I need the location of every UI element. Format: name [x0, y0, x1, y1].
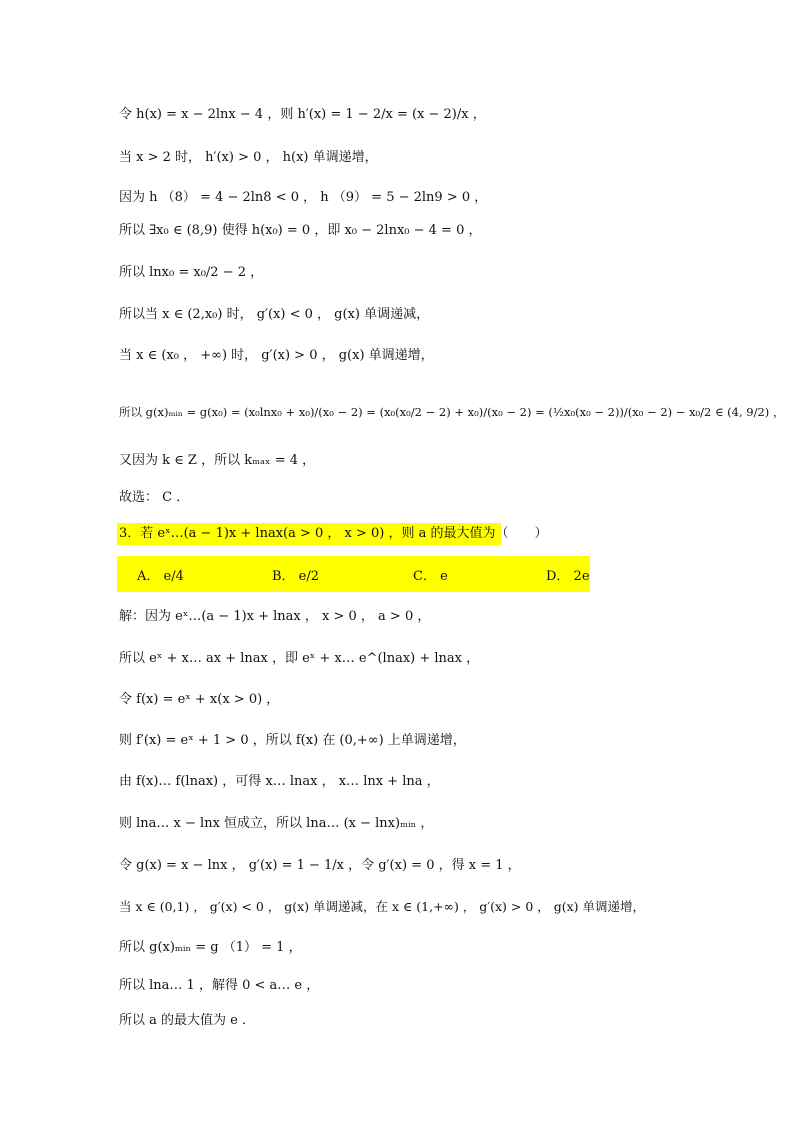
line-g-decreasing: 所以当 x ∈ (2,x₀) 时， g′(x) < 0 ， g(x) 单调递减， — [119, 307, 430, 322]
option-d: D． 2e — [546, 569, 590, 584]
line-answer: 故选： C ． — [119, 490, 190, 505]
line-exists-x0: 所以 ∃x₀ ∈ (8,9) 使得 h(x₀) = 0 ，即 x₀ − 2lnx₀ − 4 = 0 ， — [119, 223, 482, 238]
option-a: A． e/4 — [137, 569, 184, 584]
line-h-values: 因为 h （8） = 4 − 2ln8 < 0 ， h （9） = 5 − 2ln9 > 0 ， — [119, 190, 488, 205]
line-h-increasing: 当 x > 2 时， h′(x) > 0 ， h(x) 单调递增， — [119, 150, 378, 165]
line-g-min: 所以 g(x)ₘᵢₙ = g(x₀) = (x₀lnx₀ + x₀)/(x₀ − 2) = (x₀(x₀/2 − 2) + x₀)/(x₀ − 2) = (½x₀(x₀ − 2))/(x₀ − 2) − x₀/2 ∈ (4, 9/2) ， — [119, 405, 785, 419]
option-c: C． e — [413, 569, 448, 584]
line-lnx0: 所以 lnx₀ = x₀/2 − 2 ， — [119, 265, 264, 280]
sol-line: 所以 g(x)ₘᵢₙ = g （1） = 1 ， — [119, 940, 302, 955]
sol-line: 则 lna… x − lnx 恒成立，所以 lna… (x − lnx)ₘᵢₙ ， — [119, 816, 434, 831]
sol-line: 所以 a 的最大值为 e ． — [119, 1013, 255, 1028]
options-highlight — [117, 556, 590, 592]
sol-line: 所以 eˣ + x… ax + lnax ，即 eˣ + x… e^(lnax) + lnax ， — [119, 651, 480, 666]
sol-line: 则 f′(x) = eˣ + 1 > 0 ，所以 f(x) 在 (0,+∞) 上单调递增， — [119, 733, 466, 748]
sol-line: 令 f(x) = eˣ + x(x > 0) ， — [119, 692, 280, 707]
line-h-def: 令 h(x) = x − 2lnx − 4 ，则 h′(x) = 1 − 2/x = (x − 2)/x ， — [119, 107, 486, 122]
question-3: 3．若 eˣ…(a − 1)x + lnax(a > 0 ， x > 0) ，则 a 的最大值为（ ） — [119, 526, 548, 541]
sol-line: 所以 lna… 1 ，解得 0 < a… e ， — [119, 978, 320, 993]
sol-line: 解：因为 eˣ…(a − 1)x + lnax ， x > 0 ， a > 0 ， — [119, 609, 431, 624]
sol-line: 令 g(x) = x − lnx ， g′(x) = 1 − 1/x ，令 g′(x) = 0 ，得 x = 1 ， — [119, 858, 521, 873]
sol-line: 当 x ∈ (0,1) ， g′(x) < 0 ， g(x) 单调递减，在 x ∈ (1,+∞) ， g′(x) > 0 ， g(x) 单调递增， — [119, 899, 646, 914]
line-k-max: 又因为 k ∈ Z ，所以 kₘₐₓ = 4 ， — [119, 453, 316, 468]
line-g-increasing: 当 x ∈ (x₀ ， +∞) 时， g′(x) > 0 ， g(x) 单调递增， — [119, 348, 434, 363]
option-b: B． e/2 — [272, 569, 320, 584]
sol-line: 由 f(x)… f(lnax) ，可得 x… lnax ， x… lnx + lna ， — [119, 774, 440, 789]
